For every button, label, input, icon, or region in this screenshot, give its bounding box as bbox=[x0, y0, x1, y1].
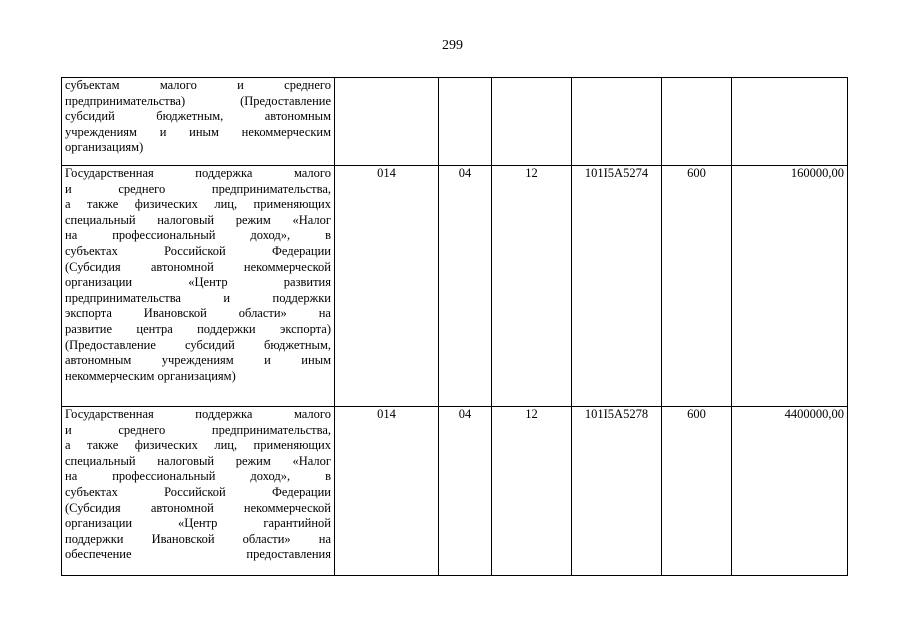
description-line: (Предоставление субсидий бюджетным, bbox=[65, 337, 331, 352]
ministry-code-cell: 014 bbox=[335, 166, 439, 407]
description-cell bbox=[62, 166, 335, 407]
description-line: а также физических лиц, применяющих bbox=[65, 438, 331, 453]
description-line: субъектам малого и среднего bbox=[65, 78, 331, 92]
subsection-cell bbox=[492, 78, 572, 166]
description-line: предпринимательства) (Предоставление bbox=[65, 93, 331, 108]
subsection-cell: 12 bbox=[492, 407, 572, 576]
description-line: и среднего предпринимательства, bbox=[65, 422, 331, 437]
description-line: на профессиональный доход», в bbox=[65, 228, 331, 243]
amount-cell: 4400000,00 bbox=[732, 407, 848, 576]
description-line: организации «Центр гарантийной bbox=[65, 516, 331, 531]
description-cell bbox=[62, 78, 335, 166]
description-line: (Субсидия автономной некоммерческой bbox=[65, 259, 331, 274]
amount-cell bbox=[732, 78, 848, 166]
description-line: специальный налоговый режим «Налог bbox=[65, 453, 331, 468]
description-line: развитие центра поддержки экспорта) bbox=[65, 321, 331, 336]
description-line: организации «Центр развития bbox=[65, 275, 331, 290]
section-cell bbox=[439, 78, 492, 166]
subsection-cell: 12 bbox=[492, 166, 572, 407]
description-line: Государственная поддержка малого bbox=[65, 166, 331, 180]
description-line: некоммерческим организациям) bbox=[65, 368, 236, 383]
description-line: (Субсидия автономной некоммерческой bbox=[65, 500, 331, 515]
description-line: субсидий бюджетным, автономным bbox=[65, 109, 331, 124]
description-cell bbox=[62, 407, 335, 576]
expense-type-cell: 600 bbox=[662, 407, 732, 576]
ministry-code-cell: 014 bbox=[335, 407, 439, 576]
description-line: на профессиональный доход», в bbox=[65, 469, 331, 484]
section-cell: 04 bbox=[439, 166, 492, 407]
budget-table bbox=[61, 77, 848, 576]
description-line: поддержки Ивановской области» на bbox=[65, 531, 331, 546]
description-line: учреждениям и иным некоммерческим bbox=[65, 124, 331, 139]
description-line: специальный налоговый режим «Налог bbox=[65, 212, 331, 227]
table-row bbox=[62, 166, 848, 407]
description-line: предпринимательства и поддержки bbox=[65, 290, 331, 305]
description-line: экспорта Ивановской области» на bbox=[65, 306, 331, 321]
expense-type-cell bbox=[662, 78, 732, 166]
description-line: обеспечение предоставления bbox=[65, 547, 331, 562]
description-line: автономным учреждениям и иным bbox=[65, 353, 331, 368]
target-article-cell: 101I5А5278 bbox=[572, 407, 662, 576]
description-line: организациям) bbox=[65, 140, 144, 155]
ministry-code-cell bbox=[335, 78, 439, 166]
description-line: Государственная поддержка малого bbox=[65, 407, 331, 421]
page-number: 299 bbox=[442, 38, 463, 53]
description-line: субъектах Российской Федерации bbox=[65, 484, 331, 499]
section-cell: 04 bbox=[439, 407, 492, 576]
target-article-cell: 101I5А5274 bbox=[572, 166, 662, 407]
description-line: субъектах Российской Федерации bbox=[65, 243, 331, 258]
description-line: а также физических лиц, применяющих bbox=[65, 197, 331, 212]
description-line: и среднего предпринимательства, bbox=[65, 181, 331, 196]
target-article-cell bbox=[572, 78, 662, 166]
expense-type-cell: 600 bbox=[662, 166, 732, 407]
table-row bbox=[62, 78, 848, 166]
amount-cell: 160000,00 bbox=[732, 166, 848, 407]
table-row bbox=[62, 407, 848, 576]
